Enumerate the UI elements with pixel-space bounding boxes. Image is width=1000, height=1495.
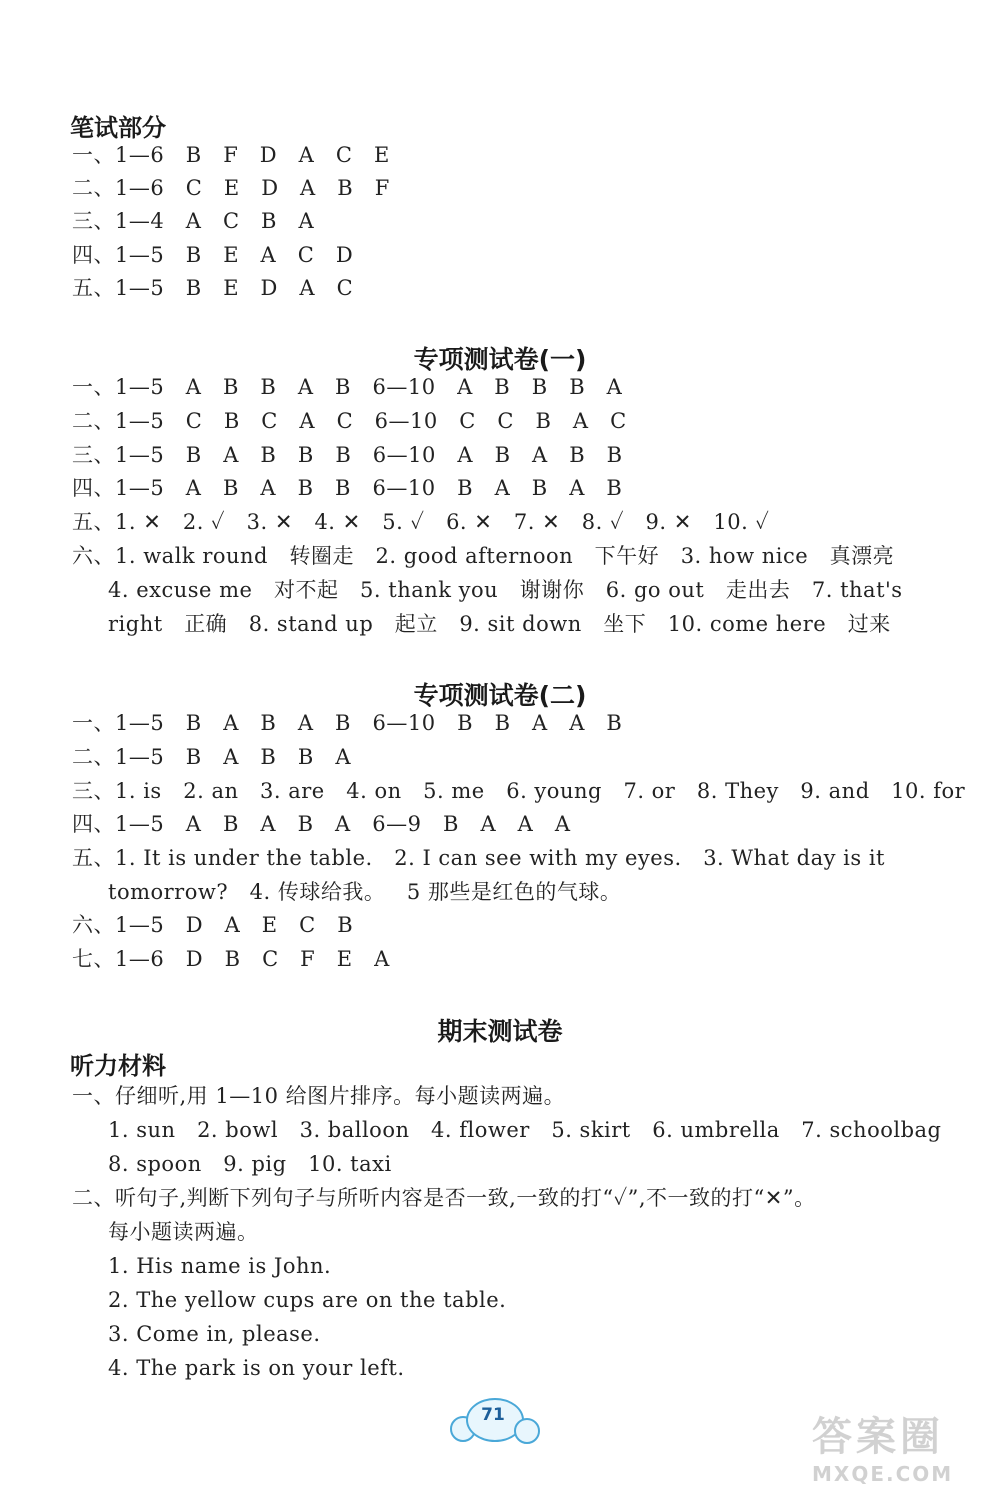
question-line: 一、仔细听,用 1—10 给图片排序。每小题读两遍。 (72, 1084, 566, 1108)
answer-line: 二、1—5 C B C A C 6—10 C C B A C (72, 409, 627, 433)
answer-line: 二、1—5 B A B B A (72, 745, 351, 769)
answer-line: 三、1. is 2. an 3. are 4. on 5. me 6. young 7. or 8. They 9. and 10. for (72, 779, 966, 803)
answer-line: 六、1. walk round 转圈走 2. good afternoon 下午好 3. how nice 真漂亮 (72, 544, 895, 568)
answer-line: 五、1. It is under the table. 2. I can see with my eyes. 3. What day is it (72, 846, 885, 870)
answer-line: tomorrow? 4. 传球给我。 5 那些是红色的气球。 (108, 880, 622, 904)
answer-line: 四、1—5 A B A B B 6—10 B A B A B (72, 476, 623, 500)
question-line: 二、听句子,判断下列句子与所听内容是否一致,一致的打“✓”,不一致的打“✕”。 (72, 1186, 816, 1210)
answer-line: 五、1. ✕ 2. ✓ 3. ✕ 4. ✕ 5. ✓ 6. ✕ 7. ✕ 8. ✓ 9. ✕ 10. ✓ (72, 510, 770, 534)
question-line: 1. sun 2. bowl 3. balloon 4. flower 5. skirt 6. umbrella 7. schoolbag (108, 1118, 942, 1142)
answer-line: 三、1—5 B A B B B 6—10 A B A B B (72, 443, 623, 467)
answer-line: 一、1—6 B F D A C E (72, 143, 390, 167)
page-number-badge (450, 1398, 540, 1450)
answer-line: 三、1—4 A C B A (72, 209, 315, 233)
written-section-heading: 笔试部分 (70, 114, 166, 142)
answer-line: 五、1—5 B E D A C (72, 276, 354, 300)
question-line: 2. The yellow cups are on the table. (108, 1288, 507, 1312)
listening-heading: 听力材料 (70, 1052, 166, 1080)
question-line: 每小题读两遍。 (108, 1220, 259, 1244)
watermark-logo-text: 答案圈 (812, 1414, 944, 1460)
question-line: 8. spoon 9. pig 10. taxi (108, 1152, 392, 1176)
answer-line: 二、1—6 C E D A B F (72, 176, 390, 200)
answer-line: 四、1—5 A B A B A 6—9 B A A A (72, 812, 571, 836)
answer-line: 一、1—5 A B B A B 6—10 A B B B A (72, 375, 623, 399)
answer-line: right 正确 8. stand up 起立 9. sit down 坐下 10. come here 过来 (108, 612, 891, 636)
question-line: 3. Come in, please. (108, 1322, 321, 1346)
final-exam-title: 期末测试卷 (437, 1017, 563, 1046)
watermark-logo (812, 1405, 982, 1485)
answer-line: 七、1—6 D B C F E A (72, 947, 390, 971)
test2-title: 专项测试卷(二) (413, 681, 587, 710)
answer-line: 一、1—5 B A B A B 6—10 B B A A B (72, 711, 623, 735)
question-line: 4. The park is on your left. (108, 1356, 405, 1380)
answer-line: 四、1—5 B E A C D (72, 243, 354, 267)
answer-line: 4. excuse me 对不起 5. thank you 谢谢你 6. go out 走出去 7. that's (108, 578, 903, 602)
answer-line: 六、1—5 D A E C B (72, 913, 354, 937)
page-number: 71 (481, 1405, 505, 1425)
test1-title: 专项测试卷(一) (413, 345, 587, 374)
watermark-site: MXQE.COM (812, 1462, 954, 1486)
question-line: 1. His name is John. (108, 1254, 332, 1278)
